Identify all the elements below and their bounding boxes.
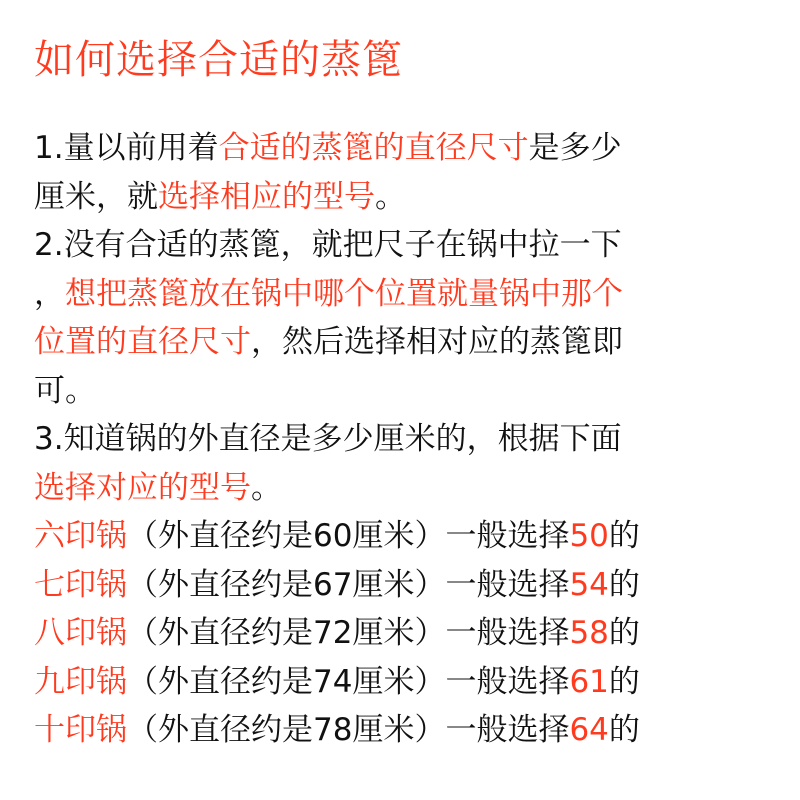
- highlighted-text: 六印锅: [34, 518, 127, 554]
- body-text-segment: 的: [608, 615, 640, 651]
- body-text-segment: （外直径约是72厘米）一般选择: [127, 615, 570, 651]
- text-line: [34, 658, 724, 707]
- text-line: [34, 561, 724, 610]
- body-text-segment: 的: [608, 518, 640, 554]
- instructions-body: [34, 124, 724, 755]
- highlighted-text: 七印锅: [34, 566, 127, 603]
- text-line: [34, 464, 724, 513]
- highlighted-text: 58: [569, 615, 609, 651]
- body-text-segment: （外直径约是60厘米）一般选择: [127, 518, 570, 554]
- body-text-segment: 1.量以前用着: [34, 130, 219, 166]
- text-line: [34, 318, 724, 367]
- highlighted-text: 九印锅: [34, 663, 127, 700]
- text-line: [34, 609, 724, 658]
- body-text-segment: ，: [34, 275, 65, 312]
- highlighted-text: 位置的直径尺寸: [34, 324, 251, 360]
- highlighted-text: 54: [569, 566, 609, 603]
- body-text-segment: 的: [608, 663, 640, 700]
- highlighted-text: 选择对应的型号: [34, 469, 251, 506]
- body-text-segment: 的: [608, 566, 640, 603]
- body-text-segment: 可。: [34, 372, 96, 409]
- highlighted-text: 合适的蒸篦的直径尺寸: [218, 130, 529, 166]
- highlighted-text: 十印锅: [34, 712, 127, 748]
- text-line: [34, 415, 724, 464]
- highlighted-text: 50: [569, 518, 609, 554]
- text-line: [34, 173, 724, 222]
- body-text-segment: 3.知道锅的外直径是多少厘米的，根据下面: [34, 421, 622, 457]
- page-title: 如何选择合适的蒸篦: [34, 37, 403, 83]
- highlighted-text: 想把蒸篦放在锅中哪个位置就量锅中那个: [65, 275, 623, 312]
- text-line: [34, 706, 724, 755]
- highlighted-text: 61: [569, 663, 609, 700]
- body-text-segment: 厘米，就: [34, 178, 158, 215]
- text-line: [34, 512, 724, 561]
- body-text-segment: 。: [251, 469, 282, 506]
- highlighted-text: 八印锅: [34, 615, 127, 651]
- body-text-segment: 2.没有合适的蒸篦，就把尺子在锅中拉一下: [34, 227, 622, 263]
- body-text-segment: ，然后选择相对应的蒸篦即: [251, 324, 623, 360]
- body-text-segment: （外直径约是74厘米）一般选择: [127, 663, 570, 700]
- body-text-segment: （外直径约是78厘米）一般选择: [127, 712, 570, 748]
- highlighted-text: 选择相应的型号: [158, 178, 375, 215]
- text-line: [34, 367, 724, 416]
- body-text-segment: 的: [608, 712, 640, 748]
- text-line: [34, 270, 724, 319]
- body-text-segment: 。: [375, 178, 406, 215]
- highlighted-text: 64: [569, 712, 609, 748]
- body-text-segment: （外直径约是67厘米）一般选择: [127, 566, 570, 603]
- text-line: [34, 221, 724, 270]
- text-line: [34, 124, 724, 173]
- body-text-segment: 是多少: [528, 130, 622, 166]
